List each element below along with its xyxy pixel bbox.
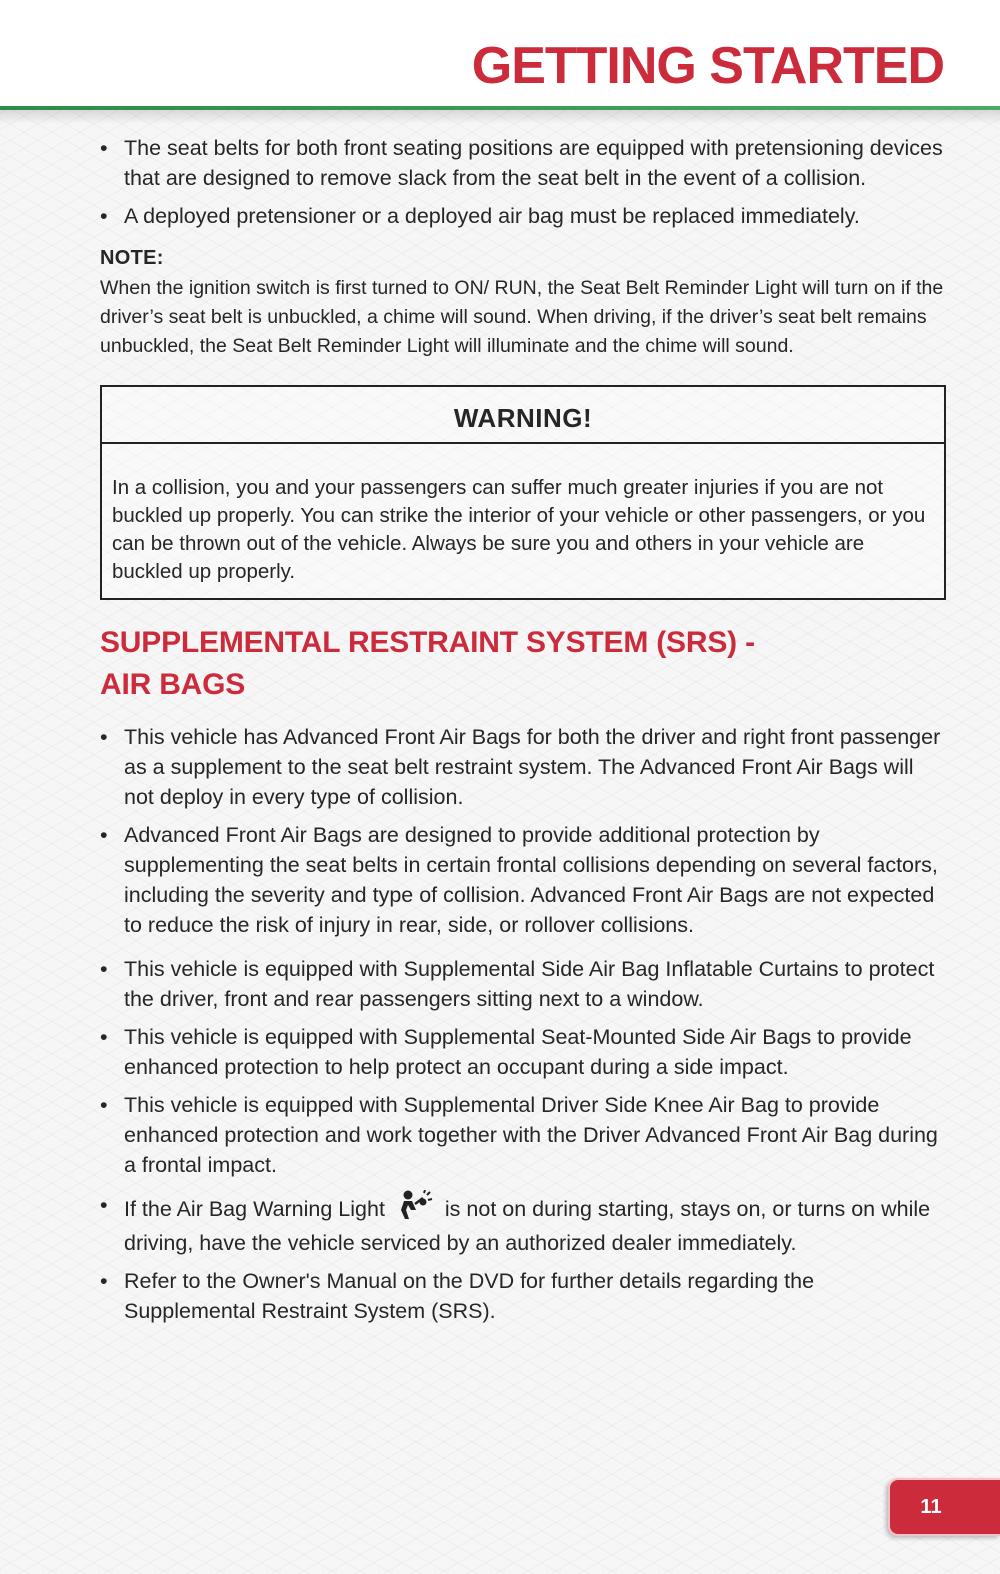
note-text: When the ignition switch is first turned to ON/ RUN, the Seat Belt Reminder Light will turn on if the driver’s seat belt is unbuckled, a chime will sound. When driving, if the driver’s seat belt remains unbuckled, the Seat Belt Reminder Light will illuminate and the chime will sound. (100, 277, 944, 357)
section-title-line2: AIR BAGS (100, 668, 246, 701)
section-title-line1: SUPPLEMENTAL RESTRAINT SYSTEM (SRS) - (100, 626, 755, 659)
list-item: • Refer to the Owner's Manual on the DVD for further details regarding the Supplemental Restraint System (SRS). (100, 1266, 946, 1326)
top-bullet-list (100, 133, 946, 231)
warning-light-text-before: If the Air Bag Warning Light (124, 1197, 385, 1221)
list-item: • This vehicle is equipped with Supplemental Seat-Mounted Side Air Bags to provide enhanced protection to help protect an occupant during a side impact. (100, 1022, 946, 1082)
page-number: 11 (920, 1495, 942, 1518)
list-item: • The seat belts for both front seating positions are equipped with pretensioning devices that are designed to remove slack from the seat belt in the event of a collision. (100, 133, 946, 193)
list-item: • A deployed pretensioner or a deployed air bag must be replaced immediately. (100, 201, 946, 231)
section-title (100, 622, 946, 706)
airbag-warning-icon (397, 1190, 433, 1228)
list-item: • Advanced Front Air Bags are designed to provide additional protection by supplementing the seat belts in certain frontal collisions depending on several factors, including the severity and type of collision. Advanced Front Air Bags are not expected to reduce the risk of injury in rear, side, or rollover collisions. (100, 820, 946, 940)
note-label: NOTE: (100, 247, 164, 269)
warning-title: WARNING! (102, 387, 944, 444)
list-item: • This vehicle has Advanced Front Air Bags for both the driver and right front passenger as a supplement to the seat belt restraint system. The Advanced Front Air Bags will not deploy in every type of collision. (100, 722, 946, 812)
header-shadow (0, 110, 1000, 124)
page-header-title: GETTING STARTED (471, 37, 944, 95)
list-item: • This vehicle is equipped with Supplemental Driver Side Knee Air Bag to provide enhanced protection and work together with the Driver Advanced Front Air Bag during a frontal impact. (100, 1090, 946, 1180)
warning-box (100, 385, 946, 600)
warning-text: In a collision, you and your passengers can suffer much greater injuries if you are not buckled up properly. You can strike the interior of your vehicle or other passengers, or you can be thrown out of the vehicle. Always be sure you and others in your vehicle are buckled up properly. (112, 476, 926, 583)
list-item-warning-light (100, 1190, 946, 1258)
warning-light-text-after: is not on during starting, stays on, or turns on while driving, have the vehicle serviced by an authorized dealer immediately. (124, 1197, 931, 1255)
page-number-tab (888, 1478, 1000, 1536)
list-item: • This vehicle is equipped with Supplemental Side Air Bag Inflatable Curtains to protect the driver, front and rear passengers sitting next to a window. (100, 954, 946, 1014)
page-content (100, 133, 946, 1334)
srs-bullet-list (100, 722, 946, 1326)
